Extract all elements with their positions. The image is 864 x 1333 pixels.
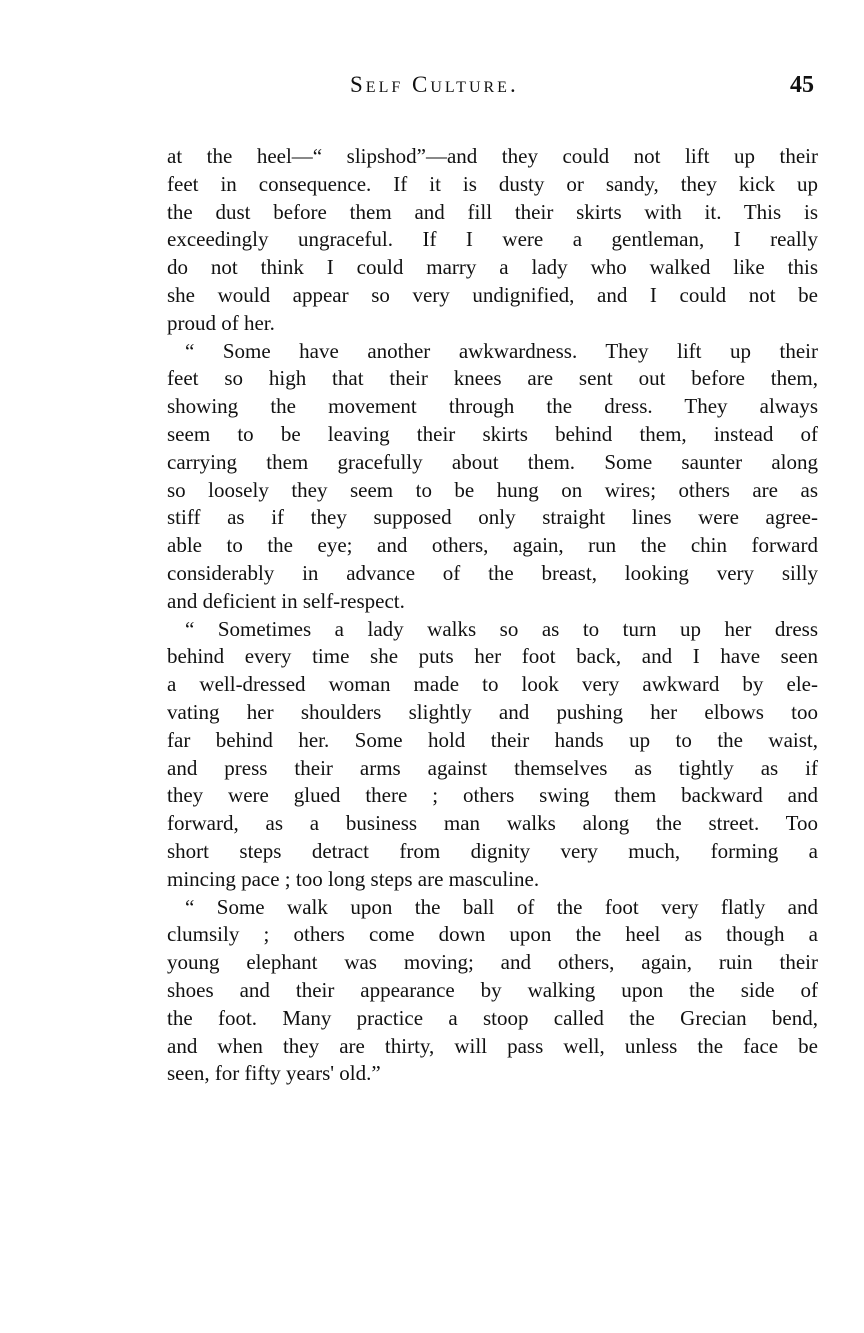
text-line: they were glued there ; others swing them backward and [167,783,818,808]
text-line: showing the movement through the dress. They always [167,394,818,419]
text-line: seen, for fifty years' old.” [167,1061,381,1086]
text-line: she would appear so very undignified, and I could not be [167,282,818,307]
text-line: carrying them gracefully about them. Some saunter along [167,449,818,474]
text-line: and deficient in self-respect. [167,588,405,613]
text-line: short steps detract from dignity very much, forming a [167,838,818,863]
text-line: “ Some walk upon the ball of the foot very flatly and [185,894,818,919]
body-text [167,143,818,1088]
text-line: shoes and their appearance by walking upon the side of [167,977,818,1002]
text-line: proud of her. [167,310,275,335]
text-line: at the heel—“ slipshod”—and they could not lift up their [167,144,818,168]
text-line: far behind her. Some hold their hands up to the waist, [167,727,818,752]
text-line: the foot. Many practice a stoop called the Grecian bend, [167,1005,818,1030]
text-line: so loosely they seem to be hung on wires; others are as [167,477,818,502]
text-line: feet so high that their knees are sent out before them, [167,366,818,391]
text-line: “ Some have another awkwardness. They lift up their [185,338,818,363]
running-title: Self Culture. [350,72,519,97]
text-line: feet in consequence. If it is dusty or sandy, they kick up [167,171,818,196]
text-line: the dust before them and fill their skirts with it. This is [167,199,818,224]
text-line: clumsily ; others come down upon the heel as though a [167,922,818,947]
text-line: vating her shoulders slightly and pushing her elbows too [167,699,818,724]
text-line: behind every time she puts her foot back, and I have seen [167,644,818,669]
text-line: exceedingly ungraceful. If I were a gentleman, I really [167,227,818,252]
text-line: “ Sometimes a lady walks so as to turn up her dress [185,616,818,641]
text-line: a well-dressed woman made to look very awkward by ele- [167,672,818,697]
text-line: able to the eye; and others, again, run the chin forward [167,533,818,558]
text-line: young elephant was moving; and others, again, ruin their [167,950,818,975]
text-line: considerably in advance of the breast, looking very silly [167,560,818,585]
text-line: do not think I could marry a lady who walked like this [167,255,818,280]
text-line: forward, as a business man walks along the street. Too [167,811,818,836]
text-line: mincing pace ; too long steps are masculine. [167,866,540,891]
text-line: stiff as if they supposed only straight lines were agree- [167,505,818,530]
page-header [0,72,864,106]
text-line: and when they are thirty, will pass well, unless the face be [167,1033,818,1058]
text-line: and press their arms against themselves as tightly as if [167,755,818,780]
page-number: 45 [790,72,814,98]
text-line: seem to be leaving their skirts behind them, instead of [167,421,818,446]
